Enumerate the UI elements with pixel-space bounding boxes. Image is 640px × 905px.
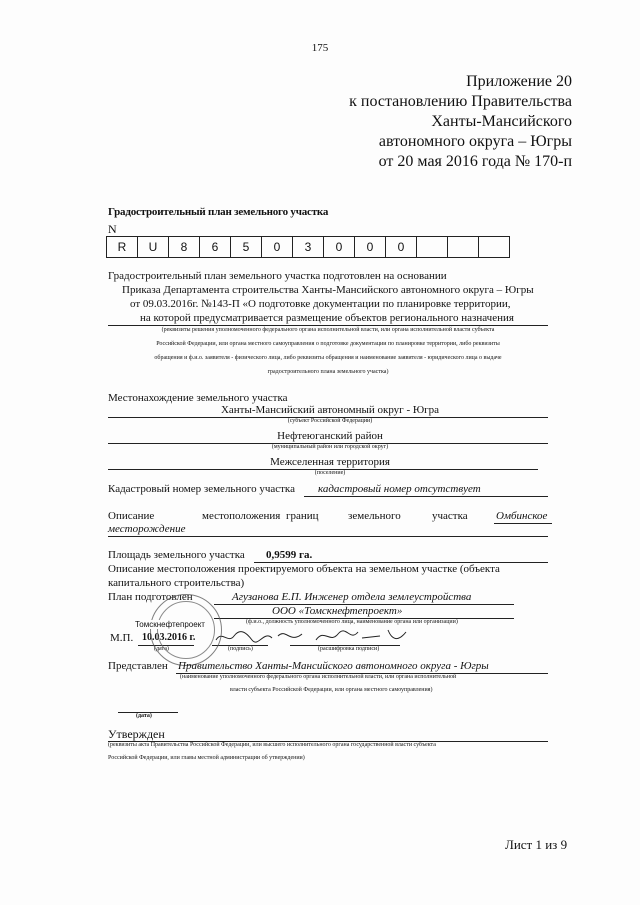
mp-sign-note: (подпись) (228, 646, 253, 652)
basis-underline (108, 325, 548, 326)
mp-date-note: (дата) (154, 646, 169, 652)
object-line-1: Описание местоположения проектируемого объекта на земельном участке (объекта (108, 563, 500, 575)
area-label: Площадь земельного участка (108, 549, 245, 561)
mp-date: 10.03.2016 г. (142, 632, 196, 643)
mp-decode-note: (расшифровка подписи) (318, 646, 380, 652)
basis-line-3: от 09.03.2016г. №143-П «О подготовке документации по планировке территории, (130, 298, 511, 310)
appendix-line-4: автономного округа – Югры (378, 133, 572, 150)
code-cell: R (107, 237, 138, 258)
prepared-org: ООО «Томскнефтепроект» (272, 605, 403, 617)
cadastral-value: кадастровый номер отсутствует (318, 483, 481, 495)
location-subject: Ханты-Мансийский автономный округ - Югра (220, 404, 440, 416)
cadastral-underline (304, 496, 548, 497)
location-settlement: Межселенная территория (270, 456, 390, 468)
location-label: Местонахождение земельного участка (108, 392, 288, 404)
appendix-header (252, 72, 572, 172)
approved-note-1: (реквизиты акта Правительства Российской Федерации, или высшего исполнительного органа государственной власти субъекта (108, 742, 436, 748)
location-subject-note: (субъект Российской Федерации) (287, 418, 373, 424)
approved-note-2: Российской Федерации, или главы местной администрации об утверждении) (108, 755, 305, 761)
appendix-line-2: к постановлению Правительства (349, 93, 572, 110)
approved-label: Утвержден (108, 727, 165, 741)
basis-note-4: градостроительного плана земельного участка) (267, 369, 389, 375)
code-cell: U (138, 237, 169, 258)
object-line-2: капитального строительства) (108, 577, 245, 589)
code-cell: 3 (293, 237, 324, 258)
location-district-note: (муниципальный район или городской округ) (271, 444, 389, 450)
signature-image (212, 626, 412, 648)
code-cell (479, 237, 510, 258)
appendix-line-5: от 20 мая 2016 года № 170-п (378, 153, 572, 170)
prepared-person: Агузанова Е.П. Инженер отдела землеустройства (232, 591, 472, 603)
basis-note-2: Российской Федерации, или органа местного самоуправления о подготовке документации по планировке территории, либо реквизиты (156, 341, 500, 347)
presented-value: Правительство Ханты-Мансийского автономного округа - Югры (178, 660, 489, 672)
boundaries-value-1: Омбинское (496, 510, 548, 522)
stamp-text: Томскнефтепроект (135, 620, 205, 629)
presented-note-2: власти субъекта Российской Федерации, или органа местного самоуправления) (230, 687, 433, 693)
boundaries-word-3: границ (286, 510, 319, 522)
presented-label: Представлен (108, 660, 168, 672)
prepared-note: (ф.и.о., должность уполномоченного лица, наименование органа или организации) (246, 619, 458, 625)
code-cell: 5 (231, 237, 262, 258)
prepared-label: План подготовлен (108, 591, 193, 603)
code-cell: 0 (386, 237, 417, 258)
cadastral-label: Кадастровый номер земельного участка (108, 483, 295, 495)
code-cell: 0 (324, 237, 355, 258)
code-cell: 0 (262, 237, 293, 258)
code-cell: 0 (355, 237, 386, 258)
number-label: N (108, 222, 117, 236)
boundaries-word-4: земельного (348, 510, 401, 522)
appendix-line-1: Приложение 20 (466, 73, 572, 90)
boundaries-word-2: местоположения (202, 510, 281, 522)
code-cell (417, 237, 448, 258)
sheet-counter: Лист 1 из 9 (505, 837, 568, 852)
location-settlement-note: (поселение) (314, 470, 346, 476)
basis-note-1: (реквизиты решения уполномоченного федерального органа исполнительной власти, или органа исполнительной власти субъекта (161, 327, 495, 333)
mp-label: М.П. (110, 632, 134, 644)
code-cell (448, 237, 479, 258)
boundaries-word-5: участка (432, 510, 468, 522)
document-title: Градостроительный план земельного участка (108, 206, 329, 218)
stamp-inner-ring (157, 601, 215, 659)
basis-note-3: обращения и ф.и.о. заявителя - физического лица, либо реквизиты обращения и наименование заявителя - юридического лица о выдаче (154, 355, 502, 361)
basis-line-1: Градостроительный план земельного участка подготовлен на основании (108, 270, 447, 282)
presented-note-1: (наименование уполномоченного федерального органа исполнительной власти, или органа исполнительной (180, 674, 457, 680)
boundaries-underline-1 (494, 523, 552, 524)
plan-number-grid (106, 236, 510, 258)
basis-line-4: на которой предусматривается размещение объектов регионального назначения (140, 312, 514, 324)
boundaries-underline-2 (108, 536, 548, 537)
code-cell: 6 (200, 237, 231, 258)
area-value: 0,9599 га. (266, 549, 313, 561)
boundaries-word-1: Описание (108, 510, 155, 522)
date-note: (дата) (136, 713, 152, 719)
page-number: 175 (311, 42, 329, 54)
code-cell: 8 (169, 237, 200, 258)
organization-stamp (150, 594, 222, 666)
location-district: Нефтеюганский район (277, 430, 383, 442)
boundaries-value-2: месторождение (108, 523, 186, 535)
appendix-line-3: Ханты-Мансийского (431, 113, 572, 130)
basis-line-2: Приказа Департамента строительства Ханты-Мансийского автономного округа – Югры (122, 284, 534, 296)
